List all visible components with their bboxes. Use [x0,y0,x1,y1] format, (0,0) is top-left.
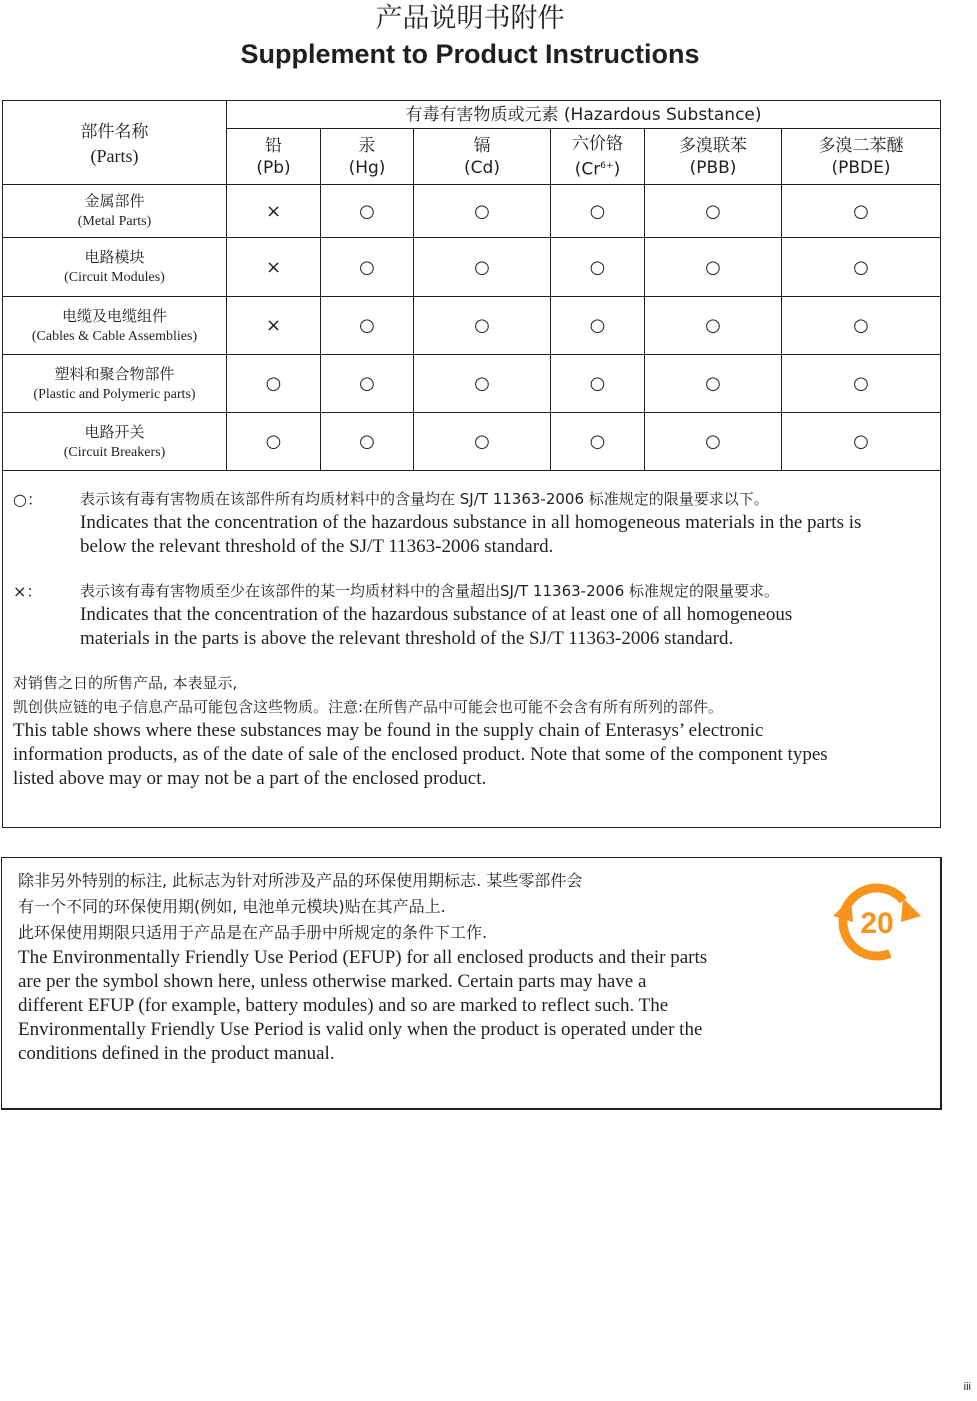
supply-note-cn-2: 凯创供应链的电子信息产品可能包含这些物质。注意:在所售产品中可能会也可能不会含有所有所列的部件。 [13,698,724,716]
mark-cell: × [227,185,321,238]
mark-cell: ○ [551,355,645,413]
mark-cell: ○ [782,355,941,413]
mark-cell: ○ [551,297,645,355]
note-cross-en-2: materials in the parts is above the relevant threshold of the SJ/T 11363-2006 standard. [80,628,734,649]
column-header-cd [414,129,551,185]
mark-cell: ○ [321,355,414,413]
page-title-en: Supplement to Product Instructions [240,39,700,69]
efup-cn-3: 此环保使用期限只适用于产品是在产品手册中所规定的条件下工作. [18,923,488,942]
mark-cell: × [227,238,321,297]
parts-header [3,101,227,185]
efup-cn-1: 除非另外特别的标注, 此标志为针对所涉及产品的环保使用期标志. 某些零部件会 [18,871,583,890]
column-symbol [551,155,644,181]
cross-symbol: ×： [13,582,43,601]
part-name-cell [3,355,227,413]
column-header-pb [227,129,321,185]
column-header-hg [321,129,414,185]
part-name-cell [3,413,227,471]
column-label: 多溴二苯醚 [818,135,904,156]
column-symbol: (PBB) [689,157,737,178]
efup-text [18,868,788,1066]
note-cross-en-1: Indicates that the concentration of the hazardous substance of at least one of all homogeneous [80,604,793,625]
mark-cell: ○ [645,297,782,355]
table-row [3,413,941,471]
column-label: 多溴联苯 [679,135,747,156]
note-cross [13,579,940,651]
column-symbol-superscript: 6+ [600,160,614,171]
notes-cell [3,471,941,828]
mark-cell: ○ [414,355,551,413]
table-row [3,238,941,297]
efup-en-4: Environmentally Friendly Use Period is valid only when the product is operated under the [18,1019,703,1040]
column-header-pbde [782,129,941,185]
column-symbol-text: (Cr [574,159,601,180]
column-label: 六价铬 [572,133,623,154]
part-name-cell [3,238,227,297]
column-label: 镉 [473,135,491,156]
column-label: 铅 [265,135,282,156]
part-name-en: (Metal Parts) [77,214,152,229]
supply-note-en-2: information products, as of the date of sale of the enclosed product. Note that some of the component types [13,744,828,765]
efup-right-arrow [901,898,921,922]
mark-cell: ○ [414,238,551,297]
note-cross-cn: 表示该有毒有害物质至少在该部件的某一均质材料中的含量超出SJ/T 11363-2006 标准规定的限量要求。 [80,582,780,600]
mark-cell: ○ [782,413,941,471]
parts-header-cn: 部件名称 [80,121,149,142]
mark-cell: ○ [227,413,321,471]
note-circle [13,487,940,559]
part-name-cn: 电缆及电缆组件 [61,306,167,325]
mark-cell: ○ [414,413,551,471]
mark-cell: ○ [414,297,551,355]
part-name-en: (Circuit Breakers) [63,444,166,460]
mark-cell: ○ [414,185,551,238]
column-symbol: (PBDE) [831,157,891,178]
table-row [3,355,941,413]
column-header-cr6 [551,129,645,185]
part-name-cn: 电路开关 [84,422,145,441]
column-label: 汞 [358,135,376,156]
efup-number: 20 [860,907,894,940]
mark-cell: ○ [227,355,321,413]
part-name-en: (Plastic and Polymeric parts) [33,386,196,402]
note-circle-en-1: Indicates that the concentration of the hazardous substance in all homogeneous materials in the parts is [80,512,862,533]
table-row [3,185,941,238]
mark-cell: ○ [321,185,414,238]
mark-cell: ○ [782,185,941,238]
hazard-header-text: 有毒有害物质或元素 (Hazardous Substance) [405,104,762,125]
page-number: iii [963,1381,971,1393]
column-header-pbb [645,129,782,185]
efup-en-3: different EFUP (for example, battery modules) and so are marked to reflect such. The [18,995,669,1016]
column-symbol-tail: ) [613,159,621,180]
mark-cell: ○ [645,413,782,471]
part-name-cell [3,185,227,238]
mark-cell: ○ [551,413,645,471]
circle-symbol: ○： [13,490,43,509]
mark-cell: ○ [321,297,414,355]
part-name-cell [3,297,227,355]
parts-header-en: (Parts) [90,145,139,166]
mark-cell: × [227,297,321,355]
part-name-en: (Circuit Modules) [64,270,165,285]
mark-cell: ○ [551,238,645,297]
mark-cell: ○ [645,185,782,238]
mark-cell: ○ [782,297,941,355]
efup-20-icon [829,876,925,964]
supply-chain-note [13,671,940,791]
column-symbol: (Cd) [464,157,500,178]
efup-left-arrow [833,898,853,922]
page-title-cn: 产品说明书附件 [375,3,565,34]
supply-note-en-3: listed above may or may not be a part of the enclosed product. [13,768,487,789]
hazardous-substance-table [2,100,941,828]
part-name-cn: 金属部件 [84,192,145,210]
note-circle-en-2: below the relevant threshold of the SJ/T 11363-2006 standard. [80,536,554,557]
part-name-cn: 电路模块 [84,248,145,266]
mark-cell: ○ [645,355,782,413]
supply-note-cn-1: 对销售之日的所售产品, 本表显示, [13,674,238,692]
efup-en-1: The Environmentally Friendly Use Period (EFUP) for all enclosed products and their parts [18,947,708,968]
column-symbol: (Hg) [348,157,386,178]
mark-cell: ○ [321,238,414,297]
efup-cn-2: 有一个不同的环保使用期(例如, 电池单元模块)贴在其产品上. [18,897,446,916]
note-circle-cn: 表示该有毒有害物质在该部件所有均质材料中的含量均在 SJ/T 11363-2006 标准规定的限量要求以下。 [80,490,769,508]
mark-cell: ○ [321,413,414,471]
mark-cell: ○ [645,238,782,297]
part-name-en: (Cables & Cable Assemblies) [31,328,198,344]
efup-en-5: conditions defined in the product manual. [18,1043,335,1064]
table-row [3,297,941,355]
hazard-header [227,101,941,129]
efup-box [1,857,942,1110]
efup-en-2: are per the symbol shown here, unless otherwise marked. Certain parts may have a [18,971,647,992]
column-symbol: (Pb) [256,157,291,178]
supply-note-en-1: This table shows where these substances may be found in the supply chain of Enterasys’ electronic [13,720,764,741]
mark-cell: ○ [551,185,645,238]
part-name-cn: 塑料和聚合物部件 [54,364,175,383]
mark-cell: ○ [782,238,941,297]
